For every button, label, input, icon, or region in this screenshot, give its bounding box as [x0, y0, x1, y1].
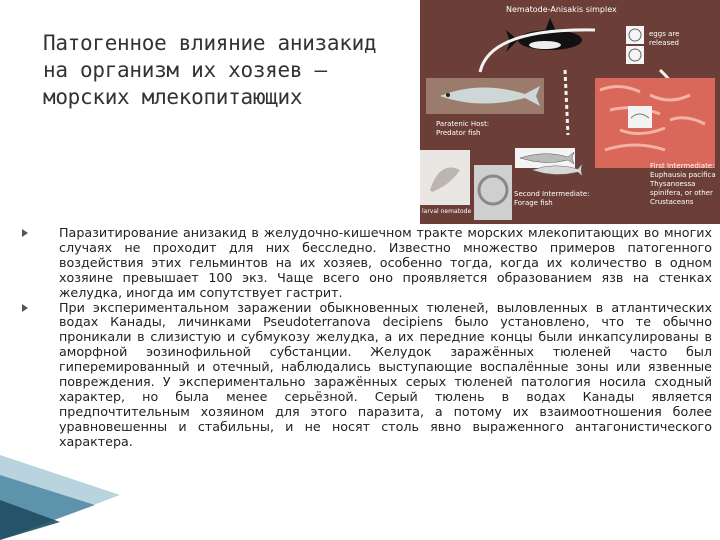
- krill-image: [595, 78, 715, 168]
- figure-title: Nematode-Anisakis simplex: [506, 5, 617, 14]
- bullet-arrow-icon: [22, 229, 28, 237]
- eggs-label: eggs are released: [649, 30, 680, 47]
- predator-fish-image: [426, 78, 544, 114]
- bullet-arrow-icon: [22, 304, 28, 312]
- second-intermediate-label: Second Intermediate: Forage fish: [514, 190, 590, 207]
- bullet-item: [22, 301, 712, 450]
- slide-title: Патогенное влияние анизакид на организм их хозяев – морских млекопитающих: [43, 31, 377, 109]
- bullet-text: При экспериментальном заражении обыкновенных тюленей, выловленных в атлантических водах Канады, личинками Pseudoterranova decipiens было установлено, что те обычно проникали в слизистую и субмукозу желудка, а их передние концы были инкапсулированы в аморфной эозинофильной субстанции. Желудок заражённых тюленей часто был гиперемированный и отечный, наблюдались выступающие воспалённые зоны или язвенные повреждения. У экспериментально заражённых серых тюленей патология носила сходный характер, но была менее серьёзной. Серый тюлень в водах Канады является предпочтительным хозяином для этого паразита, а потому их взаимоотношения более уравновешенны и стабильны, и не носят столь явно выраженного антагонистического характера.: [59, 299, 712, 449]
- orca-icon: [506, 18, 582, 52]
- anisakis-life-cycle-figure: [420, 0, 720, 224]
- cycle-arrow-mid: [565, 70, 568, 135]
- forage-fish-image: [515, 148, 582, 176]
- larvae-label: larval nematode: [422, 208, 472, 215]
- slide-body: [22, 226, 712, 450]
- paratenic-host-label: Paratenic Host: Predator fish: [436, 120, 490, 137]
- life-cycle-diagram: [420, 0, 720, 224]
- first-intermediate-label: First Intermediate: Euphausia pacifica Thysanoessa spinifera, or other Crustaceans: [650, 162, 716, 206]
- eggs-icon: [626, 26, 644, 64]
- bullet-text: Паразитирование анизакид в желудочно-кишечном тракте морских млекопитающих во многих случаях не проходит для них бесследно. Известно множество примеров патогенного воздействия этих гельминтов на их хозяев, особенно тогда, когда их количество в одном хозяине превышает 100 экз. Чаще всего оно проявляется образованием язв на стенках желудка, иногда им сопутствует гастрит.: [59, 225, 712, 300]
- corner-decoration: [0, 440, 200, 540]
- bullet-item: [22, 226, 712, 301]
